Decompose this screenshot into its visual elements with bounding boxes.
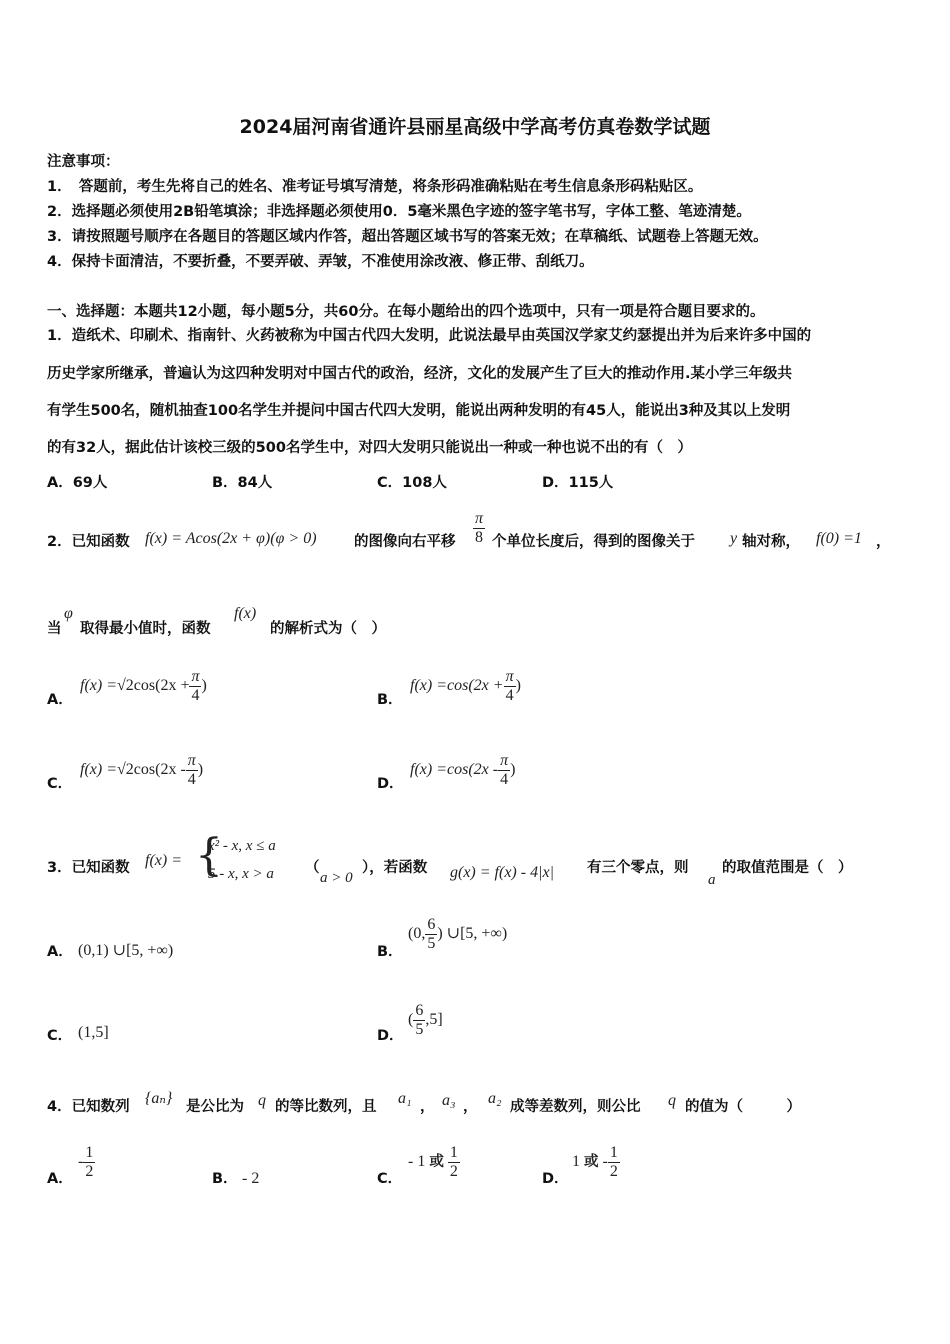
q3-text-3: 的取值范围是（ ）	[722, 860, 853, 876]
q2-c-four: 4	[187, 771, 196, 788]
q4-a-num: 1	[85, 1144, 94, 1161]
q3-text-2: 有三个零点，则	[587, 860, 689, 876]
q3-prefix: 3．已知函数	[47, 860, 130, 876]
q3-condition: a > 0	[320, 870, 353, 886]
q1-option-a[interactable]: A．69人	[47, 475, 108, 491]
q2-option-b[interactable]	[410, 668, 521, 705]
q2-c-sqrt: √2	[117, 761, 134, 779]
q4-a-sign: -	[78, 1153, 84, 1171]
q3-option-d-label[interactable]: D．	[377, 1028, 404, 1044]
q4-text-2: 的等比数列，且	[275, 1099, 377, 1115]
q2-c-cos: cos(2x -	[133, 761, 186, 779]
q4-text-1: 是公比为	[186, 1099, 244, 1115]
q4-a2: a₂	[488, 1090, 502, 1107]
q1-option-d[interactable]: D．115人	[542, 475, 614, 491]
q2-prefix: 2．已知函数	[47, 534, 130, 550]
q1-option-b[interactable]: B．84人	[212, 475, 273, 491]
q2-b-four: 4	[505, 687, 514, 704]
q2-b-close: )	[515, 677, 521, 695]
q3-b-den: 5	[427, 935, 436, 952]
q4-d-den: 2	[609, 1163, 618, 1180]
q3-g-function: g(x) = f(x) - 4|x|	[450, 864, 554, 881]
q4-d-or: 或	[584, 1154, 599, 1171]
q3-a: a	[708, 872, 716, 888]
q4-prefix: 4．已知数列	[47, 1099, 130, 1115]
q2-d-four: 4	[500, 771, 509, 788]
q2-line2-a: 当	[47, 621, 62, 637]
q3-brace-icon: {	[195, 830, 223, 881]
q2-shift-den: 8	[475, 529, 483, 546]
q4-option-b[interactable]: - 2	[242, 1170, 260, 1187]
q2-a-lhs: f(x) =	[80, 677, 117, 695]
q2-option-d-label[interactable]: D．	[377, 776, 404, 792]
q4-a1: a₁	[398, 1090, 412, 1107]
q1-option-c[interactable]: C．108人	[377, 475, 447, 491]
q2-option-a[interactable]	[80, 668, 207, 705]
q2-shift-num: π	[475, 510, 484, 527]
q4-q-2: q	[668, 1092, 676, 1109]
q2-a-cos: cos(2x +	[133, 677, 190, 695]
q2-d-close: )	[510, 761, 516, 779]
q4-d-sign: -	[602, 1153, 608, 1171]
q3-option-a-label[interactable]: A．	[47, 944, 73, 960]
q4-option-b-label[interactable]: B．	[212, 1171, 238, 1187]
q2-condition: f(0) =1	[816, 530, 862, 547]
q4-text-4: 的值为（ ）	[685, 1099, 801, 1115]
q2-option-b-label[interactable]: B．	[377, 692, 403, 708]
q2-option-c[interactable]	[80, 752, 203, 789]
q3-b-pre: (0,	[408, 925, 426, 943]
notice-heading: 注意事项：	[47, 154, 120, 170]
q2-text-2: 个单位长度后，得到的图像关于	[492, 534, 695, 550]
q2-line2-c: 的解析式为（ ）	[270, 621, 386, 637]
q3-option-b[interactable]	[408, 916, 507, 953]
q4-q: q	[258, 1092, 266, 1109]
q4-c-den: 2	[449, 1163, 458, 1180]
q2-a-sqrt: √2	[117, 677, 134, 695]
q2-option-d[interactable]	[410, 752, 515, 789]
q2-d-pi: π	[500, 752, 509, 769]
q2-a-four: 4	[191, 687, 200, 704]
q3-d-den: 5	[415, 1021, 424, 1038]
q4-option-c[interactable]	[408, 1144, 460, 1181]
q4-option-d-label[interactable]: D．	[542, 1171, 569, 1187]
q3-b-num: 6	[427, 916, 436, 933]
q2-a-close: )	[201, 677, 207, 695]
q2-d-lhs: f(x) =cos(2x -	[410, 761, 499, 779]
q3-text-1: ），若函数	[362, 860, 428, 876]
q4-d-num: 1	[609, 1144, 618, 1161]
q2-c-close: )	[197, 761, 204, 779]
q2-option-a-label[interactable]: A．	[47, 692, 73, 708]
q3-case-2: 5 - x, x > a	[208, 866, 274, 882]
q3-option-c[interactable]: (1,5]	[78, 1024, 109, 1041]
notice-item-2: 2．选择题必须使用2B铅笔填涂；非选择题必须使用0．5毫米黑色字迹的签字笔书写，字体工整、笔迹清楚。	[47, 204, 751, 220]
page-title: 2024届河南省通许县丽星高级中学高考仿真卷数学试题	[239, 116, 711, 138]
q1-line-4: 的有32人，据此估计该校三级的500名学生中，对四大发明只能说出一种或一种也说不出的有（ ）	[47, 440, 692, 456]
q3-d-pre: (	[408, 1011, 414, 1029]
q2-function: f(x) = Acos(2x + φ)(φ > 0)	[145, 530, 317, 547]
q2-option-c-label[interactable]: C．	[47, 776, 73, 792]
notice-item-3: 3．请按照题号顺序在各题目的答题区域内作答，超出答题区域书写的答案无效；在草稿纸、试题卷上答题无效。	[47, 229, 768, 245]
q4-c-num: 1	[449, 1144, 458, 1161]
q4-text-3: 成等差数列，则公比	[510, 1099, 641, 1115]
q3-case-1: x² - x, x ≤ a	[208, 838, 276, 854]
q4-option-a-label[interactable]: A．	[47, 1171, 73, 1187]
q4-d-pre: 1	[572, 1153, 580, 1171]
q3-option-c-label[interactable]: C．	[47, 1028, 73, 1044]
q2-axis: y	[730, 530, 738, 547]
q3-option-d[interactable]	[408, 1002, 443, 1039]
q1-line-2: 历史学家所继承，普遍认为这四种发明对中国古代的政治，经济，文化的发展产生了巨大的推动作用.某小学三年级共	[47, 366, 793, 382]
q2-shift-fraction	[473, 510, 485, 547]
q4-a3: a₃	[442, 1092, 456, 1109]
q2-b-pi: π	[505, 668, 514, 685]
q3-option-b-label[interactable]: B．	[377, 944, 403, 960]
q3-option-a[interactable]: (0,1) ∪[5, +∞)	[78, 942, 174, 959]
q2-line2-b: 取得最小值时，函数	[80, 621, 211, 637]
q3-fx: f(x) =	[145, 852, 182, 869]
q2-a-pi: π	[191, 668, 200, 685]
q4-option-a[interactable]	[78, 1144, 95, 1181]
q2-phi: φ	[64, 605, 73, 622]
q3-paren-open: （	[305, 860, 320, 876]
q2-fx: f(x)	[234, 605, 257, 622]
q4-a-den: 2	[85, 1163, 94, 1180]
q2-c-lhs: f(x) =	[80, 761, 117, 779]
q2-text-3: 轴对称，	[742, 534, 800, 550]
q4-sep-1: ，	[420, 1099, 435, 1115]
q2-text-end: ，	[876, 534, 891, 550]
section-heading: 一、选择题：本题共12小题，每小题5分，共60分。在每小题给出的四个选项中，只有一项是符合题目要求的。	[47, 304, 765, 320]
q1-line-1: 1．造纸术、印刷术、指南针、火药被称为中国古代四大发明，此说法最早由英国汉学家艾约瑟提出并为后来许多中国的	[47, 328, 812, 344]
q2-b-lhs: f(x) =cos(2x +	[410, 677, 504, 695]
q3-d-post: ,5]	[425, 1011, 443, 1029]
q4-sequence: {aₙ}	[145, 1090, 173, 1107]
q4-c-or: 或	[429, 1154, 444, 1171]
q1-line-3: 有学生500名，随机抽查100名学生并提问中国古代四大发明，能说出两种发明的有45人，能说出3种及其以上发明	[47, 403, 791, 419]
notice-item-4: 4．保持卡面清洁，不要折叠，不要弄破、弄皱，不准使用涂改液、修正带、刮纸刀。	[47, 254, 594, 270]
q2-text-1: 的图像向右平移	[354, 534, 456, 550]
q4-sep-2: ，	[463, 1099, 478, 1115]
q3-d-num: 6	[415, 1002, 424, 1019]
notice-item-1: 1． 答题前，考生先将自己的姓名、准考证号填写清楚，将条形码准确粘贴在考生信息条形码粘贴区。	[47, 179, 703, 195]
q2-c-pi: π	[187, 752, 196, 769]
q3-b-post: ) ∪[5, +∞)	[437, 925, 508, 943]
q4-c-pre: - 1	[408, 1153, 426, 1171]
q4-option-c-label[interactable]: C．	[377, 1171, 403, 1187]
q4-option-d[interactable]	[572, 1144, 620, 1181]
